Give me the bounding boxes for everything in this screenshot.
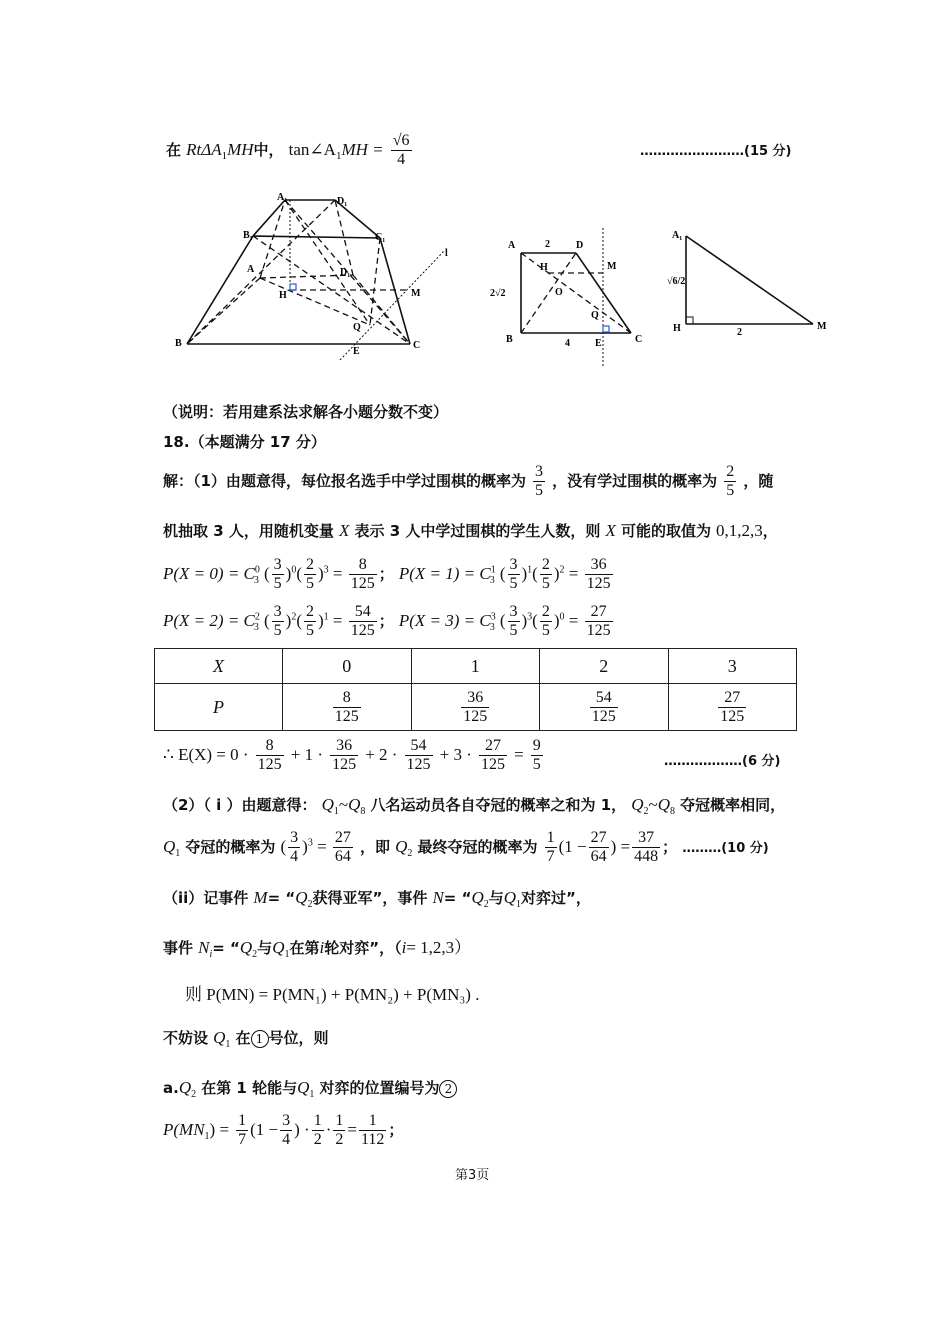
table-cell-x: 1 [411,649,540,684]
score-15: ……………………(15 分) [640,144,792,159]
fig1-e: E [353,346,360,357]
fig3-side: √6/2 [667,276,686,287]
fig2-m: M [607,261,617,272]
fig2-d: D [576,240,584,251]
part2b-line: $Q_1$ 夺冠的概率为 ( $\frac{3}{4}$ )$^3$ = $\frac{27}{64}$ ，即 $Q_2$ 最终夺冠的概率为 $\frac{1}{7}$ (1 − $\frac{27}{64}$ ) = $\frac{37}{448}$ ； ………(10 分) [163,829,769,865]
frustum-figure [175,190,465,360]
table-row-p [155,684,797,731]
assume-line: 不妨设 $Q_1$ 在 1 号位，则 [163,1028,329,1051]
question-18-title: 18.（本题满分 17 分） [163,433,326,451]
table-cell-p: $\frac{54}{125}$ [540,684,669,731]
fig1-b1: B₁ [243,230,253,241]
trapezoid-figure [488,228,658,368]
table-cell-x: 3 [668,649,797,684]
px2-px3-line: $P(X = 2) = C^2_3$ ( $\frac{3}{5}$ )$^2$( $\frac{2}{5}$ )$^1$ = $\frac{54}{125}$ ； $P(X = 3) = C^3_3$ ( $\frac{3}{5}$ )$^3$( $\frac{2}{5}$ )$^0$ = $\frac{27}{125}$ [163,603,611,639]
fig2-q: Q [591,310,599,321]
table-cell-p: $\frac{27}{125}$ [668,684,797,731]
table-cell-x: 0 [283,649,412,684]
fig1-h: H [279,290,287,301]
case-a-line: $a.Q_2$ 在第 1 轮能与$Q_1$ 对弈的位置编号为 2 [163,1077,457,1100]
fig2-bottom: 4 [565,338,570,349]
fig2-left: 2√2 [490,288,506,299]
fig3-base: 2 [737,327,742,338]
fig2-b: B [506,334,513,345]
fig1-d1b: D₁ [340,267,351,278]
fig2-e: E [595,338,602,349]
fig1-l: l [445,248,448,259]
table-cell-p: $\frac{36}{125}$ [411,684,540,731]
right-triangle-figure [665,228,835,343]
event-ni-line: 事件 $N_i=$ “$Q_2$与$Q_1$在第i轮对弈”，（i= 1,2,3） [163,938,472,961]
distribution-table [154,648,797,731]
expectation-line: ∴ E(X) = 0 · $\frac{8}{125}$ + 1 · $\frac{36}{125}$ + 2 · $\frac{54}{125}$ + 3 · $\frac{27}{125}$ = $\frac{9}{5}$ [163,737,541,773]
px0-px1-line: $P(X = 0) = C^0_3$ ( $\frac{3}{5}$ )$^0$( $\frac{2}{5}$ )$^3$ = $\frac{8}{125}$ ； $P(X = 1) = C^1_3$ ( $\frac{3}{5}$ )$^1$( $\frac{2}{5}$ )$^2$ = $\frac{36}{125}$ [163,556,611,592]
fig1-a1: A₁ [277,192,288,203]
solution-line-1: 解：（1）由题意得，每位报名选手中学过围棋的概率为 $\frac{3}{5}$ ，没有学过围棋的概率为 $\frac{2}{5}$ ，随 [163,463,774,499]
line-tan: 在 RtΔA$_1$MH中， $\tan\angle A_1MH$ = $\frac{√6}{4}$ [166,132,410,168]
page-footer: 第3页 [455,1168,490,1183]
score-6: ………………(6 分) [664,754,781,769]
fig1-q: Q [353,322,361,333]
fig1-c: C [413,340,421,351]
note: （说明：若用建系法求解各小题分数不变） [163,403,449,421]
solution-line-2: 机抽取 3 人，用随机变量 X 表示 3 人中学过围棋的学生人数，则 X 可能的取值为 0,1,2,3， [163,521,778,540]
fig1-b: B [175,338,182,349]
table-row-x [155,649,797,684]
fig1-m: M [411,288,421,299]
fig2-a: A [508,240,516,251]
part-ii-line: （ii）记事件 $M= “Q_2$获得亚军”，事件 $N= “Q_2$与$Q_1$对弈过”， [163,888,591,911]
fig1-d1: D₁ [337,196,348,207]
fig2-h: H [540,262,548,273]
fig3-a1: A₁ [672,230,683,241]
table-header-x: X [155,649,283,684]
fig3-m: M [817,321,827,332]
fig1-a: A [247,264,255,275]
fig2-o: O [555,287,563,298]
table-cell-p: $\frac{8}{125}$ [283,684,412,731]
fig2-top: 2 [545,239,550,250]
part2-line: （2）（ i ）由题意得： $Q_1\sim Q_8$ 八名运动员各自夺冠的概率之和为 1， $Q_2\sim Q_8$ 夺冠概率相同， [163,795,786,818]
fig3-h: H [673,323,681,334]
table-cell-x: 2 [540,649,669,684]
fig1-c1: C₁ [375,232,386,243]
table-header-p: P [155,684,283,731]
pmn1-line: $P(MN_1)$ = $\frac{1}{7}$ (1 − $\frac{3}{4}$ ) · $\frac{1}{2}$ · $\frac{1}{2}$ = $\frac{1}{112}$ ； [163,1112,404,1148]
fig2-c: C [635,334,643,345]
pmn-line: 则 P(MN) = P(MN₁) + P(MN₂) + P(MN₃) . [185,985,480,1004]
